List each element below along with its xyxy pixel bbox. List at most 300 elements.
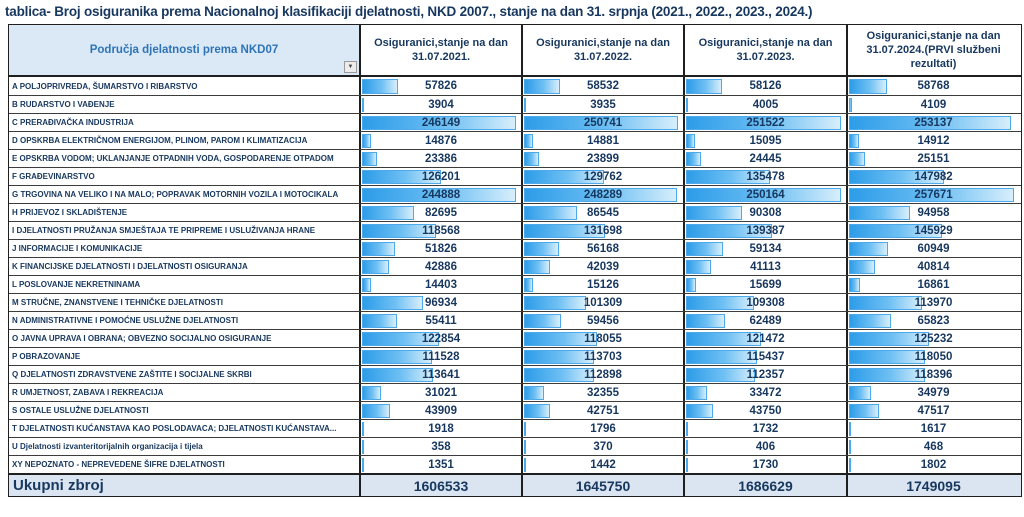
value-text: 125232 [914, 332, 953, 345]
value-cell [361, 366, 523, 383]
total-cell-2024 [848, 475, 1019, 496]
value-text: 468 [923, 440, 944, 453]
data-bar [849, 368, 925, 382]
data-bar [686, 260, 711, 274]
value-cell [523, 186, 685, 203]
value-cell [685, 240, 848, 257]
value-text: 250741 [583, 116, 623, 129]
value-cell [361, 114, 523, 131]
total-cell-2023 [685, 475, 848, 496]
value-cell [361, 276, 523, 293]
data-bar [524, 386, 544, 400]
value-cell [685, 132, 848, 149]
row-label: F GRAĐEVINARSTVO [9, 168, 361, 185]
data-bar [849, 134, 859, 148]
data-bar [686, 368, 755, 382]
value-cell [361, 456, 523, 473]
data-bar [849, 296, 922, 310]
value-cell [848, 114, 1019, 131]
table-row [9, 149, 1021, 167]
value-cell [523, 294, 685, 311]
total-value-2023: 1686629 [738, 477, 793, 494]
value-text: 56168 [587, 242, 619, 255]
row-label: I DJELATNOSTI PRUŽANJA SMJEŠTAJA TE PRIPREME I USLUŽIVANJA HRANE [9, 222, 361, 239]
row-label: B RUDARSTVO I VAĐENJE [9, 96, 361, 113]
data-bar [686, 79, 722, 94]
row-label: L POSLOVANJE NEKRETNINAMA [9, 276, 361, 293]
data-bar [362, 98, 364, 112]
value-text: 1732 [752, 422, 779, 435]
data-bar [524, 458, 526, 472]
data-bar [524, 314, 561, 328]
row-label: E OPSKRBA VODOM; UKLANJANJE OTPADNIH VODA, GOSPODARENJE OTPADOM [9, 150, 361, 167]
value-cell [523, 330, 685, 347]
value-text: 1351 [428, 458, 454, 471]
data-bar [524, 278, 533, 292]
value-text: 59456 [587, 314, 619, 327]
value-text: 370 [593, 440, 613, 453]
table-row [9, 275, 1021, 293]
value-text: 109308 [746, 296, 785, 309]
row-label: Q DJELATNOSTI ZDRAVSTVENE ZAŠTITE I SOCIJALNE SKRBI [9, 366, 361, 383]
total-cell-2021 [361, 475, 523, 496]
value-cell [848, 150, 1019, 167]
value-cell [523, 150, 685, 167]
data-bar [686, 134, 695, 148]
row-label: K FINANCIJSKE DJELATNOSTI I DJELATNOSTI OSIGURANJA [9, 258, 361, 275]
value-cell [523, 276, 685, 293]
table-row [9, 329, 1021, 347]
value-text: 33472 [749, 386, 782, 399]
column-header-activity-areas [9, 25, 361, 75]
data-bar [362, 440, 364, 454]
value-text: 113970 [914, 296, 953, 309]
table-row [9, 365, 1021, 383]
value-cell [685, 114, 848, 131]
value-text: 24445 [749, 152, 782, 165]
value-cell [685, 330, 848, 347]
value-cell [685, 96, 848, 113]
value-cell [848, 258, 1019, 275]
value-text: 58126 [749, 80, 782, 92]
value-text: 112898 [584, 368, 622, 381]
value-cell [848, 402, 1019, 419]
value-cell [685, 258, 848, 275]
value-cell [523, 312, 685, 329]
data-bar [524, 422, 526, 436]
value-cell [523, 222, 685, 239]
insured-persons-table [8, 24, 1022, 497]
value-text: 1617 [920, 422, 947, 435]
value-text: 58768 [917, 80, 950, 92]
value-cell [685, 456, 848, 473]
value-text: 129762 [583, 170, 623, 183]
value-text: 112357 [746, 368, 785, 381]
column-header-activity-areas-label: Područja djelatnosti prema NKD07 [89, 43, 279, 56]
data-bar [362, 422, 364, 436]
data-bar [524, 79, 560, 94]
value-text: 248289 [583, 188, 623, 201]
table-row [9, 77, 1021, 95]
value-cell [361, 384, 523, 401]
value-text: 244888 [421, 188, 461, 201]
value-text: 122854 [421, 332, 461, 345]
value-text: 51826 [425, 242, 457, 255]
value-cell [523, 456, 685, 473]
row-label: S OSTALE USLUŽNE DJELATNOSTI [9, 402, 361, 419]
data-bar [524, 296, 586, 310]
data-bar [849, 79, 887, 94]
data-bar [686, 404, 713, 418]
value-text: 118396 [914, 368, 953, 381]
data-bar [362, 404, 390, 418]
value-cell [685, 77, 848, 95]
value-text: 23386 [425, 152, 457, 165]
data-bar [686, 386, 707, 400]
value-cell [685, 438, 848, 455]
value-text: 86545 [587, 206, 619, 219]
value-text: 131698 [583, 224, 623, 237]
value-text: 246149 [421, 116, 461, 129]
value-text: 43909 [425, 404, 457, 417]
value-text: 113641 [422, 368, 460, 381]
value-cell [361, 294, 523, 311]
data-bar [362, 260, 389, 274]
value-text: 251522 [746, 116, 785, 129]
value-cell [848, 96, 1019, 113]
value-cell [361, 258, 523, 275]
value-text: 62489 [749, 314, 782, 327]
value-text: 358 [431, 440, 451, 453]
value-cell [523, 258, 685, 275]
value-cell [361, 438, 523, 455]
row-label: U Djelatnosti izvanteritorijalnih organizacija i tijela [9, 438, 361, 455]
value-cell [523, 240, 685, 257]
data-bar [362, 79, 398, 94]
data-bar [524, 134, 533, 148]
value-text: 139387 [746, 224, 785, 237]
value-cell [361, 240, 523, 257]
value-text: 47517 [917, 404, 950, 417]
value-cell [848, 276, 1019, 293]
value-cell [685, 204, 848, 221]
value-cell [523, 132, 685, 149]
value-cell [685, 384, 848, 401]
value-text: 101309 [583, 296, 623, 309]
value-cell [848, 438, 1019, 455]
value-text: 31021 [425, 386, 457, 399]
value-text: 41113 [750, 260, 781, 273]
row-label: XY NEPOZNATO - NEPREVEDENE ŠIFRE DJELATNOSTI [9, 456, 361, 473]
data-bar [362, 134, 371, 148]
value-text: 147982 [914, 170, 953, 183]
row-label: C PRERAĐIVAČKA INDUSTRIJA [9, 114, 361, 131]
data-bar [524, 440, 526, 454]
value-text: 15095 [749, 134, 782, 147]
value-text: 14403 [425, 278, 457, 291]
total-value-2021: 1606533 [413, 477, 469, 494]
data-bar [686, 278, 696, 292]
data-bar [849, 260, 875, 274]
value-cell [848, 132, 1019, 149]
value-text: 118050 [914, 350, 953, 363]
data-bar [849, 422, 851, 436]
value-cell [848, 186, 1019, 203]
row-label: G TRGOVINA NA VELIKO I NA MALO; POPRAVAK MOTORNIH VOZILA I MOTOCIKALA [9, 186, 361, 203]
value-cell [361, 204, 523, 221]
data-bar [524, 98, 526, 112]
row-label: R UMJETNOST, ZABAVA I REKREACIJA [9, 384, 361, 401]
value-cell [361, 168, 523, 185]
column-header-2021: Osiguranici,stanje na dan 31.07.2021. [361, 25, 523, 75]
value-text: 34979 [917, 386, 950, 399]
value-text: 15126 [587, 278, 619, 291]
value-text: 1802 [920, 458, 947, 471]
value-cell [361, 150, 523, 167]
value-cell [523, 204, 685, 221]
value-text: 94958 [917, 206, 950, 219]
data-bar [849, 152, 865, 166]
value-cell [523, 366, 685, 383]
total-value-2024: 1749095 [906, 477, 961, 494]
value-cell [361, 330, 523, 347]
value-text: 1730 [752, 458, 779, 471]
data-bar [362, 314, 397, 328]
table-header-row [9, 25, 1021, 77]
value-cell [523, 77, 685, 95]
value-text: 58532 [587, 80, 619, 92]
value-cell [685, 366, 848, 383]
value-text: 121472 [746, 332, 785, 345]
data-bar [849, 314, 891, 328]
total-row [9, 473, 1021, 496]
row-label: H PRIJEVOZ I SKLADIŠTENJE [9, 204, 361, 221]
value-cell [523, 168, 685, 185]
value-cell [685, 294, 848, 311]
value-text: 135478 [746, 170, 785, 183]
value-cell [361, 420, 523, 437]
value-cell [523, 96, 685, 113]
value-cell [361, 186, 523, 203]
data-bar [362, 386, 381, 400]
table-row [9, 401, 1021, 419]
table-row [9, 293, 1021, 311]
value-cell [685, 276, 848, 293]
value-text: 118568 [422, 224, 460, 237]
value-text: 65823 [917, 314, 950, 327]
row-label: O JAVNA UPRAVA I OBRANA; OBVEZNO SOCIJALNO OSIGURANJE [9, 330, 361, 347]
value-cell [848, 168, 1019, 185]
value-text: 40814 [917, 260, 950, 273]
value-cell [361, 77, 523, 95]
column-header-2024: Osiguranici,stanje na dan 31.07.2024.(PRVI službeni rezultati) [848, 25, 1019, 75]
data-bar [362, 458, 364, 472]
data-bar [524, 206, 577, 220]
data-bar [849, 350, 925, 364]
value-text: 60949 [917, 242, 950, 255]
value-text: 55411 [425, 314, 457, 327]
total-cell-2022 [523, 475, 685, 496]
value-text: 42751 [587, 404, 619, 417]
data-bar [524, 152, 539, 166]
table-row [9, 131, 1021, 149]
data-bar [524, 404, 550, 418]
value-cell [848, 384, 1019, 401]
value-cell [361, 312, 523, 329]
value-cell [848, 366, 1019, 383]
table-row [9, 167, 1021, 185]
value-text: 25151 [917, 152, 950, 165]
column-header-2023: Osiguranici,stanje na dan 31.07.2023. [685, 25, 848, 75]
value-cell [848, 222, 1019, 239]
value-cell [685, 168, 848, 185]
value-text: 57826 [425, 80, 457, 92]
value-cell [685, 348, 848, 365]
data-bar [686, 440, 688, 454]
table-row [9, 239, 1021, 257]
value-cell [848, 312, 1019, 329]
row-label: D OPSKRBA ELEKTRIČNOM ENERGIJOM, PLINOM, PAROM I KLIMATIZACIJA [9, 132, 361, 149]
value-cell [848, 77, 1019, 95]
table-row [9, 455, 1021, 473]
table-row [9, 203, 1021, 221]
value-cell [848, 456, 1019, 473]
value-text: 1796 [590, 422, 616, 435]
value-text: 15699 [749, 278, 782, 291]
value-text: 145929 [914, 224, 953, 237]
data-bar [849, 242, 888, 256]
data-bar [849, 386, 871, 400]
table-row [9, 113, 1021, 131]
data-bar [524, 242, 559, 256]
table-row [9, 347, 1021, 365]
value-text: 3935 [590, 98, 616, 111]
value-cell [361, 96, 523, 113]
row-label: A POLJOPRIVREDA, ŠUMARSTVO I RIBARSTVO [9, 77, 361, 95]
value-text: 82695 [425, 206, 457, 219]
row-label: N ADMINISTRATIVNE I POMOĆNE USLUŽNE DJELATNOSTI [9, 312, 361, 329]
column-header-2022: Osiguranici,stanje na dan 31.07.2022. [523, 25, 685, 75]
value-text: 257671 [914, 188, 953, 201]
value-text: 1442 [590, 458, 616, 471]
table-row [9, 257, 1021, 275]
row-label: P OBRAZOVANJE [9, 348, 361, 365]
value-cell [361, 402, 523, 419]
data-bar [686, 98, 688, 112]
data-bar [849, 458, 851, 472]
table-row [9, 95, 1021, 113]
data-bar [686, 206, 742, 220]
value-text: 126201 [421, 170, 461, 183]
value-text: 4109 [920, 98, 947, 111]
data-bar [362, 242, 395, 256]
data-bar [686, 314, 725, 328]
value-cell [361, 348, 523, 365]
value-cell [523, 348, 685, 365]
table-body [9, 77, 1021, 473]
value-cell [523, 420, 685, 437]
value-text: 23899 [587, 152, 619, 165]
value-cell [523, 384, 685, 401]
value-text: 4005 [752, 98, 779, 111]
value-cell [685, 312, 848, 329]
table-row [9, 185, 1021, 203]
value-cell [848, 330, 1019, 347]
value-text: 16861 [917, 278, 950, 291]
table-row [9, 311, 1021, 329]
value-text: 96934 [425, 296, 457, 309]
value-text: 111528 [422, 350, 460, 363]
value-text: 115437 [746, 350, 785, 363]
data-bar [849, 278, 860, 292]
value-text: 14876 [425, 134, 457, 147]
value-cell [685, 222, 848, 239]
value-cell [361, 132, 523, 149]
value-cell [685, 150, 848, 167]
value-text: 250164 [746, 188, 785, 201]
value-cell [848, 294, 1019, 311]
total-label: Ukupni zbroj [9, 475, 361, 496]
value-text: 90308 [749, 206, 782, 219]
value-cell [523, 402, 685, 419]
data-bar [362, 206, 414, 220]
value-cell [848, 348, 1019, 365]
value-text: 406 [755, 440, 776, 453]
table-row [9, 221, 1021, 239]
table-row [9, 419, 1021, 437]
data-bar [686, 152, 701, 166]
row-label: J INFORMACIJE I KOMUNIKACIJE [9, 240, 361, 257]
data-bar [686, 458, 688, 472]
data-bar [362, 278, 371, 292]
value-text: 43750 [749, 404, 782, 417]
value-cell [848, 240, 1019, 257]
data-bar [849, 206, 910, 220]
data-bar [686, 422, 688, 436]
value-cell [523, 438, 685, 455]
total-value-2022: 1645750 [575, 477, 631, 494]
data-bar [849, 404, 879, 418]
value-cell [685, 186, 848, 203]
value-text: 42039 [587, 260, 619, 273]
table-row [9, 437, 1021, 455]
row-label: M STRUČNE, ZNANSTVENE I TEHNIČKE DJELATNOSTI [9, 294, 361, 311]
data-bar [849, 98, 852, 112]
value-text: 32355 [587, 386, 619, 399]
value-cell [848, 420, 1019, 437]
value-text: 14912 [917, 134, 950, 147]
value-cell [685, 420, 848, 437]
row-label: T DJELATNOSTI KUĆANSTAVA KAO POSLODAVACA; DJELATNOSTI KUĆANSTAVA... [9, 420, 361, 437]
value-cell [848, 204, 1019, 221]
value-text: 118055 [584, 332, 622, 345]
data-bar [686, 242, 723, 256]
data-bar [686, 296, 754, 310]
value-text: 253137 [914, 116, 953, 129]
value-cell [685, 402, 848, 419]
value-cell [361, 222, 523, 239]
value-text: 3904 [428, 98, 454, 111]
value-text: 14881 [587, 134, 619, 147]
value-text: 42886 [425, 260, 457, 273]
data-bar [362, 296, 423, 310]
value-text: 59134 [749, 242, 782, 255]
filter-dropdown-icon[interactable]: ▼ [344, 61, 357, 73]
data-bar [524, 368, 594, 382]
value-text: 113703 [584, 350, 622, 363]
value-cell [523, 114, 685, 131]
data-bar [362, 152, 377, 166]
